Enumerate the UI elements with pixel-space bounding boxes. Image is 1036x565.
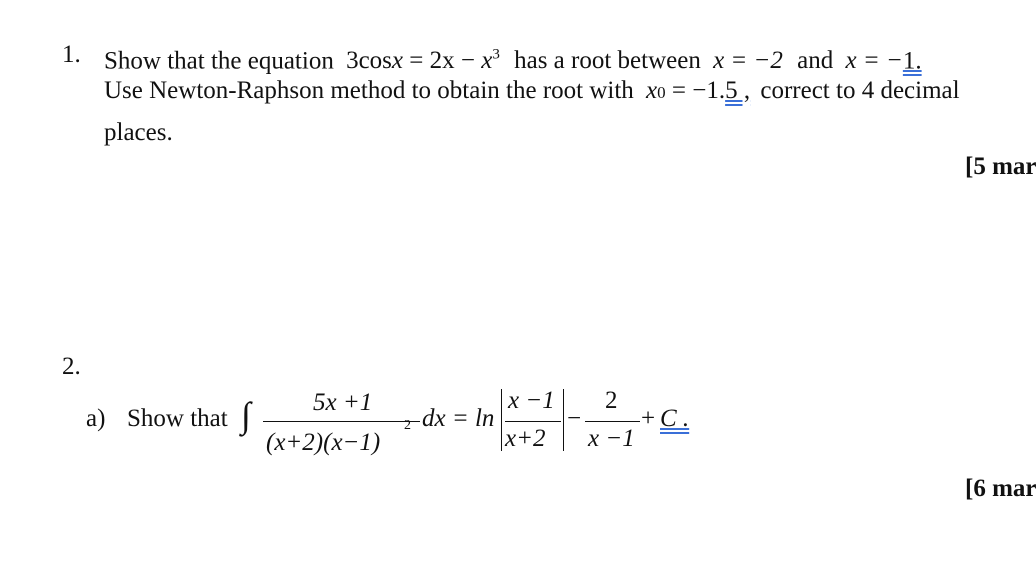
q1-x0 (646, 77, 666, 104)
q1-line2-a: Use Newton-Raphson method to obtain the root with (104, 77, 634, 104)
q1-marks: [5 mar (965, 153, 1036, 180)
eq-exp: 3 (492, 47, 500, 63)
frac1-bar (263, 421, 420, 422)
q1-line3: places. (104, 119, 173, 146)
q1-x0-val-b: 5 , (725, 77, 751, 104)
abs-right-bar (563, 389, 564, 451)
eq-minus: − (460, 47, 475, 75)
q1-line2-b: correct to 4 decimal (760, 77, 960, 104)
q1-line1 (104, 40, 922, 76)
q1-line2 (104, 76, 960, 108)
frac1-numerator: 5x +1 (313, 389, 373, 416)
q2-number: 2. (62, 353, 81, 380)
q1-x-neg2: x = −2 (713, 47, 783, 75)
minus-sign: − (567, 405, 582, 432)
abs-frac-bar (505, 421, 561, 422)
frac2-denominator: x −1 (588, 425, 635, 452)
abs-left-bar (501, 389, 502, 451)
frac1-den-exp: 2 (404, 418, 411, 433)
plus-sign: + (641, 405, 656, 432)
frac2-numerator: 2 (605, 387, 618, 414)
q1-number: 1. (62, 41, 81, 68)
q1-x0-val-a: = −1. (671, 77, 726, 104)
eq-x3: x (481, 47, 493, 75)
constant-c: C . (660, 405, 690, 432)
abs-numerator: x −1 (508, 387, 555, 414)
q2-show-that: Show that (127, 405, 228, 432)
eq-mid: = 2x (409, 47, 455, 75)
eq-lhs: 3cos (346, 47, 392, 75)
q1-prefix: Show that the equation (104, 47, 334, 75)
abs-denominator: x+2 (505, 425, 546, 452)
q1-and: and (797, 47, 834, 75)
q2-marks: [6 mar (965, 475, 1036, 502)
integral-sign: ∫ (241, 395, 251, 435)
q1-equation (346, 47, 506, 74)
q1-root-text: has a root between (514, 47, 701, 75)
x0-sub: 0 (657, 83, 666, 102)
q1-x-eq: x = − (845, 47, 903, 75)
q2-part-a: a) (86, 405, 106, 432)
frac2-bar (585, 421, 640, 422)
frac1-denominator: (x+2)(x−1) (266, 429, 381, 456)
x0-var: x (646, 77, 658, 104)
dx-eq-ln: dx = ln (422, 405, 495, 432)
eq-x: x (391, 47, 404, 75)
q1-x-one: 1. (902, 47, 922, 75)
